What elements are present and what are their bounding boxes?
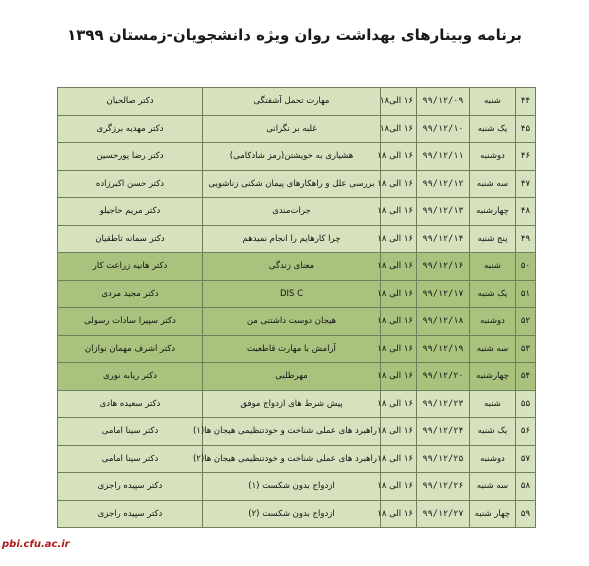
- row-time: ۱۶ الی ۱۸: [381, 363, 417, 391]
- row-speaker: دکتر سپیده راجزی: [58, 500, 203, 528]
- row-date: ۹۹/۱۲/۲۳: [417, 390, 470, 418]
- row-date: ۹۹/۱۲/۱۸: [417, 308, 470, 336]
- row-date: ۹۹/۱۲/۱۲: [417, 170, 470, 198]
- row-date: ۹۹/۱۲/۲۵: [417, 445, 470, 473]
- table-row: [58, 143, 536, 171]
- row-speaker: دکتر صالحیان: [58, 88, 203, 116]
- schedule-body: [58, 88, 536, 528]
- row-day: شنبه: [470, 88, 516, 116]
- row-day: دوشنبه: [470, 308, 516, 336]
- row-topic: پیش شرط های ازدواج موفق: [203, 390, 381, 418]
- row-topic: آرامش با مهارت قاطعیت: [203, 335, 381, 363]
- row-speaker: دکتر اشرف مهمان نوازان: [58, 335, 203, 363]
- row-topic: جرات‌مندی: [203, 198, 381, 226]
- row-speaker: دکتر هانیه زراعت کار: [58, 253, 203, 281]
- table-row: [58, 390, 536, 418]
- row-time: ۱۶ الی ۱۸: [381, 418, 417, 446]
- row-time: ۱۶ الی ۱۸: [381, 225, 417, 253]
- row-number: ۵۸: [516, 473, 536, 501]
- row-day: یک شنبه: [470, 280, 516, 308]
- row-speaker: دکتر سمانه تاطقیان: [58, 225, 203, 253]
- row-topic: بررسی علل و راهکارهای پیمان شکنی زناشویی: [203, 170, 381, 198]
- row-speaker: دکتر ریابه نوری: [58, 363, 203, 391]
- row-topic: مهارت تحمل آشفتگی: [203, 88, 381, 116]
- row-day: یک شنبه: [470, 418, 516, 446]
- row-speaker: دکتر سینا امامی: [58, 418, 203, 446]
- row-day: شنبه: [470, 253, 516, 281]
- row-number: ۵۶: [516, 418, 536, 446]
- table-row: [58, 335, 536, 363]
- table-row: [58, 363, 536, 391]
- row-topic: هیجان دوست داشتنی من: [203, 308, 381, 336]
- row-time: ۱۶ الی ۱۸: [381, 473, 417, 501]
- row-speaker: دکتر سعیده هادی: [58, 390, 203, 418]
- row-number: ۵۳: [516, 335, 536, 363]
- row-speaker: دکتر سینا امامی: [58, 445, 203, 473]
- row-number: ۴۴: [516, 88, 536, 116]
- row-day: سه شنبه: [470, 335, 516, 363]
- row-speaker: دکتر مجید مردی: [58, 280, 203, 308]
- row-time: ۱۶ الی ۱۸: [381, 500, 417, 528]
- row-topic: معنای زندگی: [203, 253, 381, 281]
- row-time: ۱۶ الی ۱۸: [381, 280, 417, 308]
- row-number: ۴۸: [516, 198, 536, 226]
- row-topic: ازدواج بدون شکست (۱): [203, 473, 381, 501]
- page-title: برنامه وبینارهای بهداشت روان ویژه دانشجویان-زمستان ۱۳۹۹: [67, 26, 522, 44]
- row-time: ۱۶ الی ۱۸: [381, 143, 417, 171]
- table-row: [58, 115, 536, 143]
- row-topic: راهبرد های عملی شناخت و خودتنظیمی هیجان ها(۲): [203, 445, 381, 473]
- row-day: سه شنبه: [470, 473, 516, 501]
- site-watermark: pbi.cfu.ac.ir: [2, 539, 70, 550]
- row-number: ۴۷: [516, 170, 536, 198]
- table-row: [58, 445, 536, 473]
- row-date: ۹۹/۱۲/۲۴: [417, 418, 470, 446]
- row-day: چهارشنبه: [470, 363, 516, 391]
- row-number: ۵۵: [516, 390, 536, 418]
- row-day: چهارشنبه: [470, 198, 516, 226]
- row-number: ۵۷: [516, 445, 536, 473]
- row-date: ۹۹/۱۲/۱۱: [417, 143, 470, 171]
- table-row: [58, 418, 536, 446]
- row-number: ۵۱: [516, 280, 536, 308]
- row-number: ۴۹: [516, 225, 536, 253]
- table-row: [58, 198, 536, 226]
- row-speaker: دکتر مریم حاجیلو: [58, 198, 203, 226]
- schedule-table: [57, 87, 536, 528]
- table-row: [58, 280, 536, 308]
- row-time: ۱۶ الی ۱۸: [381, 335, 417, 363]
- row-day: پنج شنبه: [470, 225, 516, 253]
- row-speaker: دکتر حسن اکبرزاده: [58, 170, 203, 198]
- row-day: شنبه: [470, 390, 516, 418]
- row-topic: هشیاری به خویشتن(رمز شادکامی): [203, 143, 381, 171]
- row-topic: غلبه بر نگرانی: [203, 115, 381, 143]
- row-time: ۱۶ الی۱۸: [381, 115, 417, 143]
- table-row: [58, 88, 536, 116]
- row-date: ۹۹/۱۲/۰۹: [417, 88, 470, 116]
- row-date: ۹۹/۱۲/۱۰: [417, 115, 470, 143]
- row-topic: مهرطلبی: [203, 363, 381, 391]
- row-number: ۵۹: [516, 500, 536, 528]
- row-speaker: دکتر سپیرا سادات رسولی: [58, 308, 203, 336]
- row-time: ۱۶ الی ۱۸: [381, 198, 417, 226]
- row-topic: DIS C: [203, 280, 381, 308]
- row-date: ۹۹/۱۲/۱۶: [417, 253, 470, 281]
- row-date: ۹۹/۱۲/۲۰: [417, 363, 470, 391]
- row-time: ۱۶ الی ۱۸: [381, 253, 417, 281]
- row-speaker: دکتر رضا پورحسین: [58, 143, 203, 171]
- row-day: سه شنبه: [470, 170, 516, 198]
- row-number: ۵۴: [516, 363, 536, 391]
- row-date: ۹۹/۱۲/۱۳: [417, 198, 470, 226]
- row-time: ۱۶ الی ۱۸: [381, 308, 417, 336]
- row-date: ۹۹/۱۲/۲۷: [417, 500, 470, 528]
- table-row: [58, 170, 536, 198]
- table-row: [58, 253, 536, 281]
- row-number: ۴۶: [516, 143, 536, 171]
- row-number: ۵۲: [516, 308, 536, 336]
- row-number: ۵۰: [516, 253, 536, 281]
- row-topic: راهبرد های عملی شناخت و خودتنظیمی هیجان ها(۱): [203, 418, 381, 446]
- row-time: ۱۶ الی ۱۸: [381, 445, 417, 473]
- table-row: [58, 308, 536, 336]
- row-date: ۹۹/۱۲/۱۹: [417, 335, 470, 363]
- table-row: [58, 225, 536, 253]
- row-time: ۱۶ الی ۱۸: [381, 390, 417, 418]
- table-row: [58, 473, 536, 501]
- row-date: ۹۹/۱۲/۱۷: [417, 280, 470, 308]
- table-row: [58, 500, 536, 528]
- row-day: چهار شنبه: [470, 500, 516, 528]
- row-topic: چرا کارهایم را انجام نمیدهم: [203, 225, 381, 253]
- row-day: دوشنبه: [470, 445, 516, 473]
- row-day: یک شنبه: [470, 115, 516, 143]
- row-day: دوشنبه: [470, 143, 516, 171]
- row-time: ۱۶ الی۱۸: [381, 88, 417, 116]
- row-time: ۱۶ الی ۱۸: [381, 170, 417, 198]
- row-number: ۴۵: [516, 115, 536, 143]
- row-speaker: دکتر مهدیه برزگری: [58, 115, 203, 143]
- row-speaker: دکتر سپیده راجزی: [58, 473, 203, 501]
- row-date: ۹۹/۱۲/۲۶: [417, 473, 470, 501]
- row-date: ۹۹/۱۲/۱۴: [417, 225, 470, 253]
- row-topic: ازدواج بدون شکست (۲): [203, 500, 381, 528]
